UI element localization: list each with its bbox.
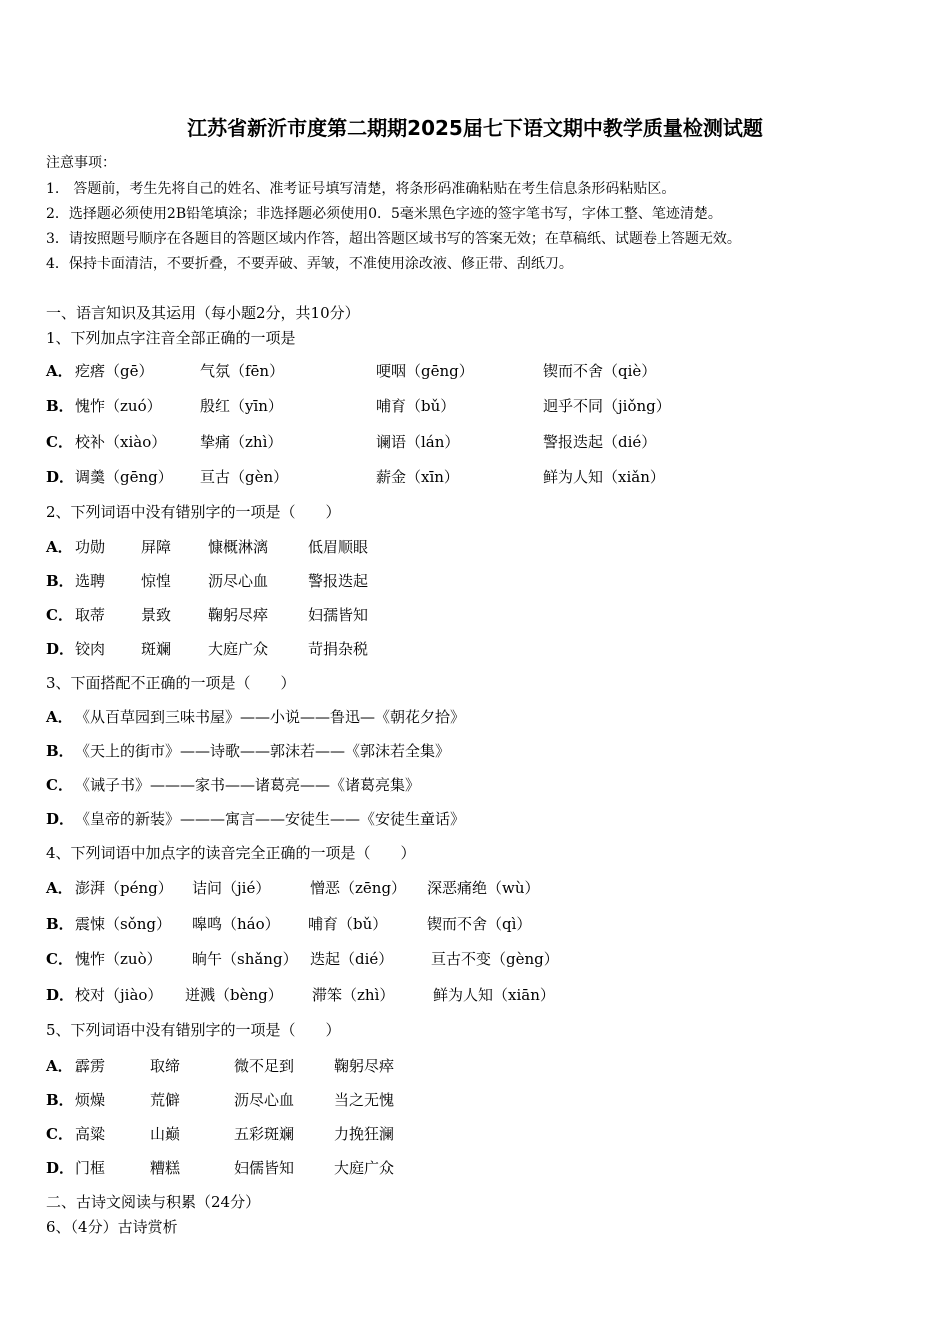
option-text: 《诫子书》———家书——诸葛亮——《诸葛亮集》: [75, 776, 421, 794]
option-item: 取缔: [150, 1057, 181, 1075]
option-item: 鲜为人知（xiǎn）: [543, 468, 665, 486]
option-letter: A．: [46, 538, 73, 556]
notice-item: 1. 答题前，考生先将自己的姓名、准考证号填写清楚，将条形码准确粘贴在考生信息条形码粘贴区。: [46, 181, 676, 197]
option-item: 烦燥: [75, 1091, 106, 1109]
option-item: 五彩斑斓: [234, 1125, 295, 1143]
option-item: 取蒂: [75, 606, 106, 624]
option-letter: B．: [46, 572, 74, 590]
option-letter: C．: [46, 776, 73, 794]
option-letter: A．: [46, 879, 73, 897]
option-item: 霹雳: [75, 1057, 106, 1075]
option-letter: A．: [46, 708, 73, 726]
option-item: 山巅: [150, 1125, 181, 1143]
option-item: 惊惶: [141, 572, 172, 590]
option-item: 沥尽心血: [208, 572, 269, 590]
section-heading: 一、语言知识及其运用（每小题2分，共10分）: [46, 304, 360, 322]
option-letter: A．: [46, 1057, 73, 1075]
option-item: 荒僻: [150, 1091, 181, 1109]
option-text: 《皇帝的新装》———寓言——安徒生——《安徒生童话》: [75, 810, 466, 828]
option-item: 高粱: [75, 1125, 106, 1143]
option-item: 微不足到: [234, 1057, 295, 1075]
option-letter: D．: [46, 810, 75, 828]
option-item: 功勋: [75, 538, 106, 556]
option-item: 调羹（gēng）: [75, 468, 173, 486]
option-item: 亘古（gèn）: [200, 468, 289, 486]
option-item: 大庭广众: [208, 640, 269, 658]
question-stem: 4、下列词语中加点字的读音完全正确的一项是（ ）: [46, 844, 416, 862]
page-title: 江苏省新沂市度第二期期2025届七下语文期中教学质量检测试题: [187, 116, 763, 140]
option-item: 门框: [75, 1159, 106, 1177]
question-stem: 3、下面搭配不正确的一项是（ ）: [46, 674, 296, 692]
option-letter: C．: [46, 433, 73, 451]
option-letter: C．: [46, 606, 73, 624]
option-item: 慷概淋漓: [208, 538, 269, 556]
section-heading: 二、古诗文阅读与积累（24分）: [46, 1193, 261, 1211]
notice-item: 4．保持卡面清洁，不要折叠，不要弄破、弄皱，不准使用涂改液、修正带、刮纸刀。: [46, 256, 573, 272]
option-item: 愧怍（zuó）: [75, 397, 162, 415]
option-item: 深恶痛绝（wù）: [427, 879, 540, 897]
option-item: 震悚（sǒng）: [75, 915, 171, 933]
option-item: 晌午（shǎng）: [192, 950, 298, 968]
option-letter: B．: [46, 742, 74, 760]
option-letter: B．: [46, 915, 74, 933]
option-item: 澎湃（péng）: [75, 879, 173, 897]
option-item: 校对（jiào）: [75, 986, 163, 1004]
option-item: 鞠躬尽瘁: [334, 1057, 395, 1075]
option-letter: D．: [46, 1159, 75, 1177]
option-item: 妇儒皆知: [234, 1159, 295, 1177]
option-item: 景致: [141, 606, 172, 624]
option-item: 锲而不舍（qì）: [427, 915, 532, 933]
option-item: 迭起（dié）: [310, 950, 394, 968]
question-stem: 5、下列词语中没有错别字的一项是（ ）: [46, 1021, 341, 1039]
option-letter: A．: [46, 362, 73, 380]
option-item: 校补（xiào）: [75, 433, 167, 451]
option-letter: B．: [46, 397, 74, 415]
option-item: 低眉顺眼: [308, 538, 369, 556]
option-letter: C．: [46, 950, 73, 968]
notice-item: 2．选择题必须使用2B铅笔填涂；非选择题必须使用0．5毫米黑色字迹的签字笔书写，字体工整、笔迹清楚。: [46, 206, 722, 222]
notice-heading: 注意事项：: [46, 155, 116, 171]
option-item: 选聘: [75, 572, 106, 590]
option-item: 警报迭起: [308, 572, 369, 590]
option-item: 沥尽心血: [234, 1091, 295, 1109]
option-item: 妇孺皆知: [308, 606, 369, 624]
option-item: 哺育（bǔ）: [308, 915, 388, 933]
option-text: 《从百草园到三味书屋》——小说——鲁迅—《朝花夕拾》: [75, 708, 466, 726]
option-item: 警报迭起（dié）: [543, 433, 657, 451]
question-stem: 1、下列加点字注音全部正确的一项是: [46, 329, 296, 347]
option-item: 鲜为人知（xiān）: [433, 986, 555, 1004]
option-item: 憎恶（zēng）: [310, 879, 407, 897]
option-text: 《天上的街市》——诗歌——郭沫若——《郭沫若全集》: [75, 742, 451, 760]
option-item: 气氛（fēn）: [200, 362, 285, 380]
option-item: 苛捐杂税: [308, 640, 369, 658]
option-item: 斑斓: [141, 640, 172, 658]
option-item: 鞠躬尽瘁: [208, 606, 269, 624]
option-item: 哺育（bǔ）: [376, 397, 456, 415]
notice-item: 3．请按照题号顺序在各题目的答题区域内作答，超出答题区域书写的答案无效；在草稿纸、试题卷上答题无效。: [46, 231, 741, 247]
option-item: 薪金（xīn）: [376, 468, 459, 486]
option-item: 嗥鸣（háo）: [192, 915, 280, 933]
option-item: 挚痛（zhì）: [200, 433, 283, 451]
option-item: 糟糕: [150, 1159, 181, 1177]
option-item: 诘问（jié）: [192, 879, 271, 897]
option-item: 疙瘩（gē）: [75, 362, 154, 380]
option-item: 殷红（yīn）: [200, 397, 283, 415]
option-item: 锲而不舍（qiè）: [543, 362, 657, 380]
option-item: 亘古不变（gèng）: [431, 950, 559, 968]
option-item: 迥乎不同（jiǒng）: [543, 397, 671, 415]
option-item: 迸溅（bèng）: [185, 986, 283, 1004]
option-letter: D．: [46, 640, 75, 658]
option-item: 谰语（lán）: [376, 433, 460, 451]
option-letter: B．: [46, 1091, 74, 1109]
option-item: 滞笨（zhì）: [312, 986, 395, 1004]
option-item: 铰肉: [75, 640, 106, 658]
option-letter: C．: [46, 1125, 73, 1143]
option-letter: D．: [46, 468, 75, 486]
question-stem: 6、（4分）古诗赏析: [46, 1218, 178, 1236]
option-item: 大庭广众: [334, 1159, 395, 1177]
option-item: 哽咽（gēng）: [376, 362, 474, 380]
option-item: 力挽狂澜: [334, 1125, 395, 1143]
question-stem: 2、下列词语中没有错别字的一项是（ ）: [46, 503, 341, 521]
option-item: 当之无愧: [334, 1091, 395, 1109]
option-item: 愧怍（zuò）: [75, 950, 162, 968]
option-letter: D．: [46, 986, 75, 1004]
option-item: 屏障: [141, 538, 172, 556]
